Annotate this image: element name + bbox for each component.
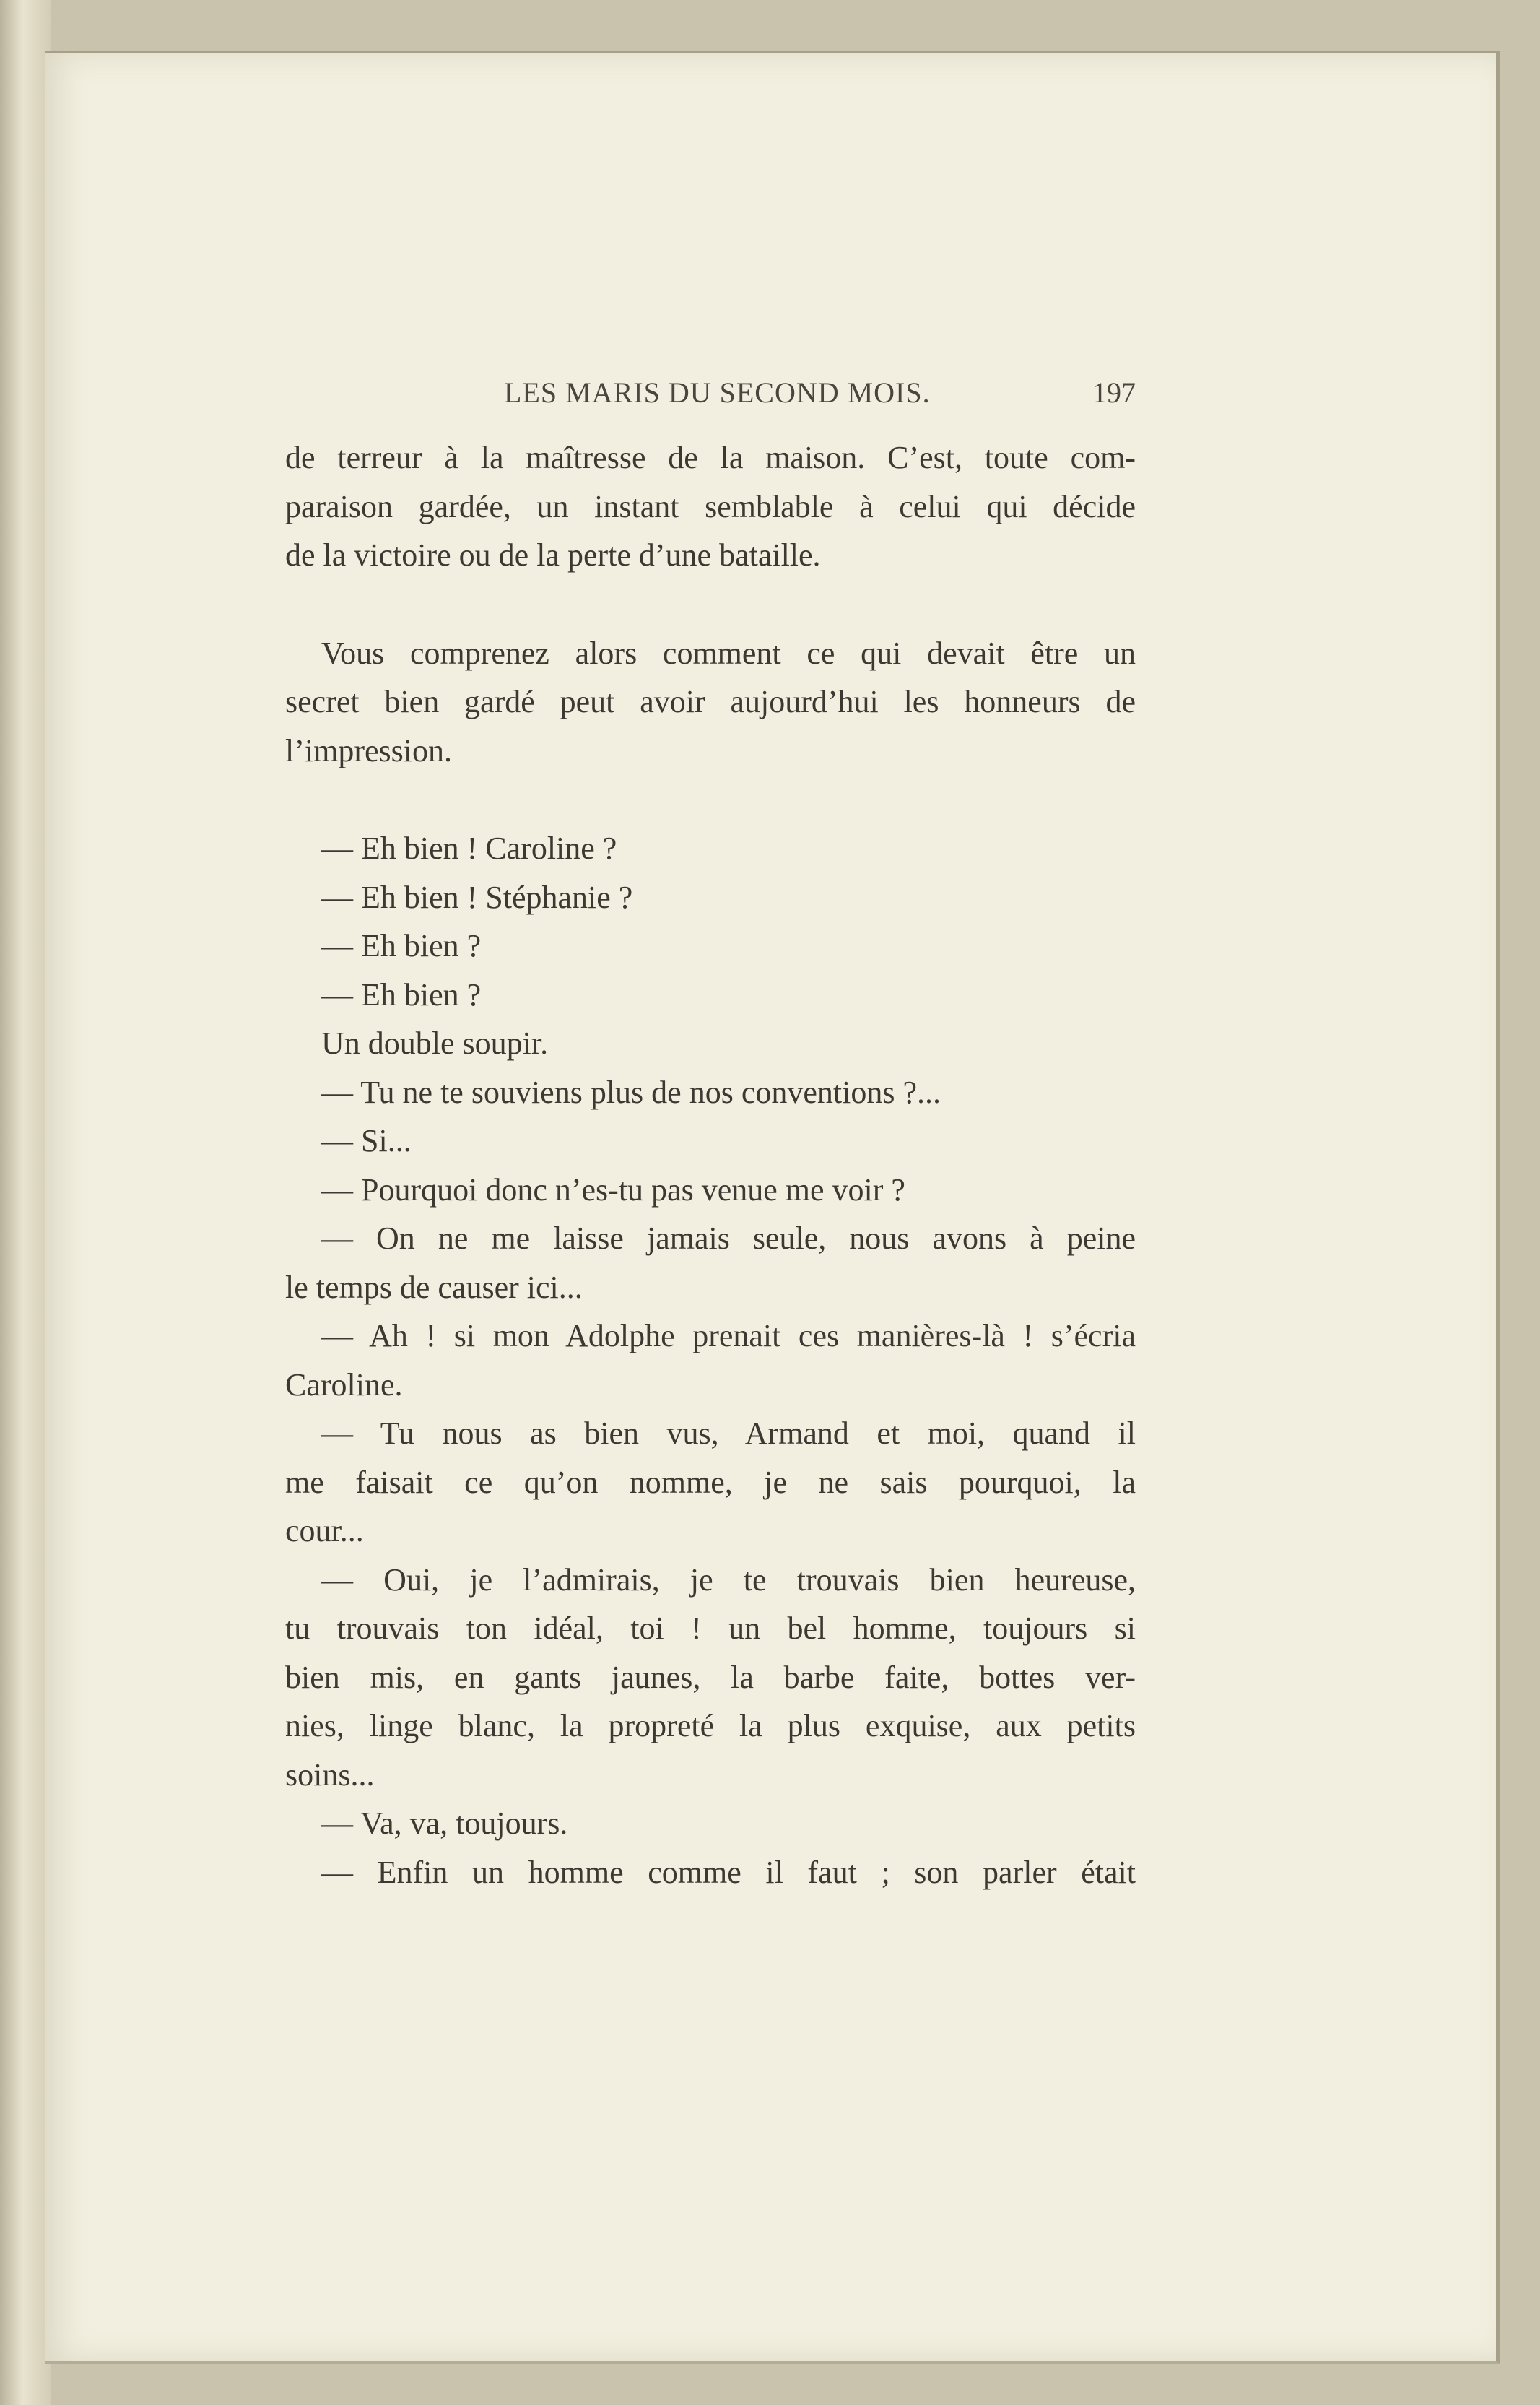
scan-binding-edge [0,0,51,2405]
dialogue-line: nies, linge blanc, la propreté la plus exquise, aux petits [285,1708,1136,1743]
text-line: de terreur à la maîtresse de la maison. C’est, toute com- [285,440,1136,475]
running-title: LES MARIS DU SECOND MOIS. [504,376,931,409]
dialogue-line: — Tu ne te souviens plus de nos conventions ?... [321,1074,941,1110]
dialogue-line: — Eh bien ? [321,928,482,963]
text-line: secret bien gardé peut avoir aujourd’hui les honneurs de [285,684,1136,719]
dialogue-line: — On ne me laisse jamais seule, nous avons à peine [321,1221,1136,1256]
dialogue-line: — Tu nous as bien vus, Armand et moi, quand il [321,1416,1136,1451]
text-line: Vous comprenez alors comment ce qui devait être un [321,635,1136,671]
text-line: paraison gardée, un instant semblable à celui qui décide [285,488,1136,524]
dialogue-line: me faisait ce qu’on nomme, je ne sais pourquoi, la [285,1464,1136,1500]
text-line: l’impression. [285,732,452,768]
dialogue-line: — Va, va, toujours. [321,1806,568,1841]
dialogue-line: — Pourquoi donc n’es-tu pas venue me voir ? [321,1171,905,1208]
page-number: 197 [1092,376,1136,409]
page-body [285,433,1136,1897]
dialogue-line: — Oui, je l’admirais, je te trouvais bien heureuse, [321,1561,1136,1598]
dialogue-line: Caroline. [285,1366,403,1403]
dialogue-line: — Eh bien ? [321,976,482,1013]
dialogue-line: cour... [285,1513,364,1548]
dialogue-line: — Eh bien ! Stéphanie ? [321,879,633,915]
dialogue-line: — Enfin un homme comme il faut ; son parler était [321,1854,1136,1890]
dialogue-line: tu trouvais ton idéal, toi ! un bel homme, toujours si [285,1611,1136,1646]
dialogue-line: — Ah ! si mon Adolphe prenait ces manières-là ! s’écria [321,1318,1136,1353]
page-header [289,376,1136,419]
dialogue-line: le temps de causer ici... [285,1269,583,1305]
dialogue-line: bien mis, en gants jaunes, la barbe faite, bottes ver- [285,1659,1136,1695]
dialogue-line: — Eh bien ! Caroline ? [321,831,617,866]
dialogue-line: — Si... [321,1123,412,1158]
text-line: Un double soupir. [321,1026,549,1061]
dialogue-line: soins... [285,1756,375,1793]
text-line: de la victoire ou de la perte d’une bataille. [285,537,821,573]
